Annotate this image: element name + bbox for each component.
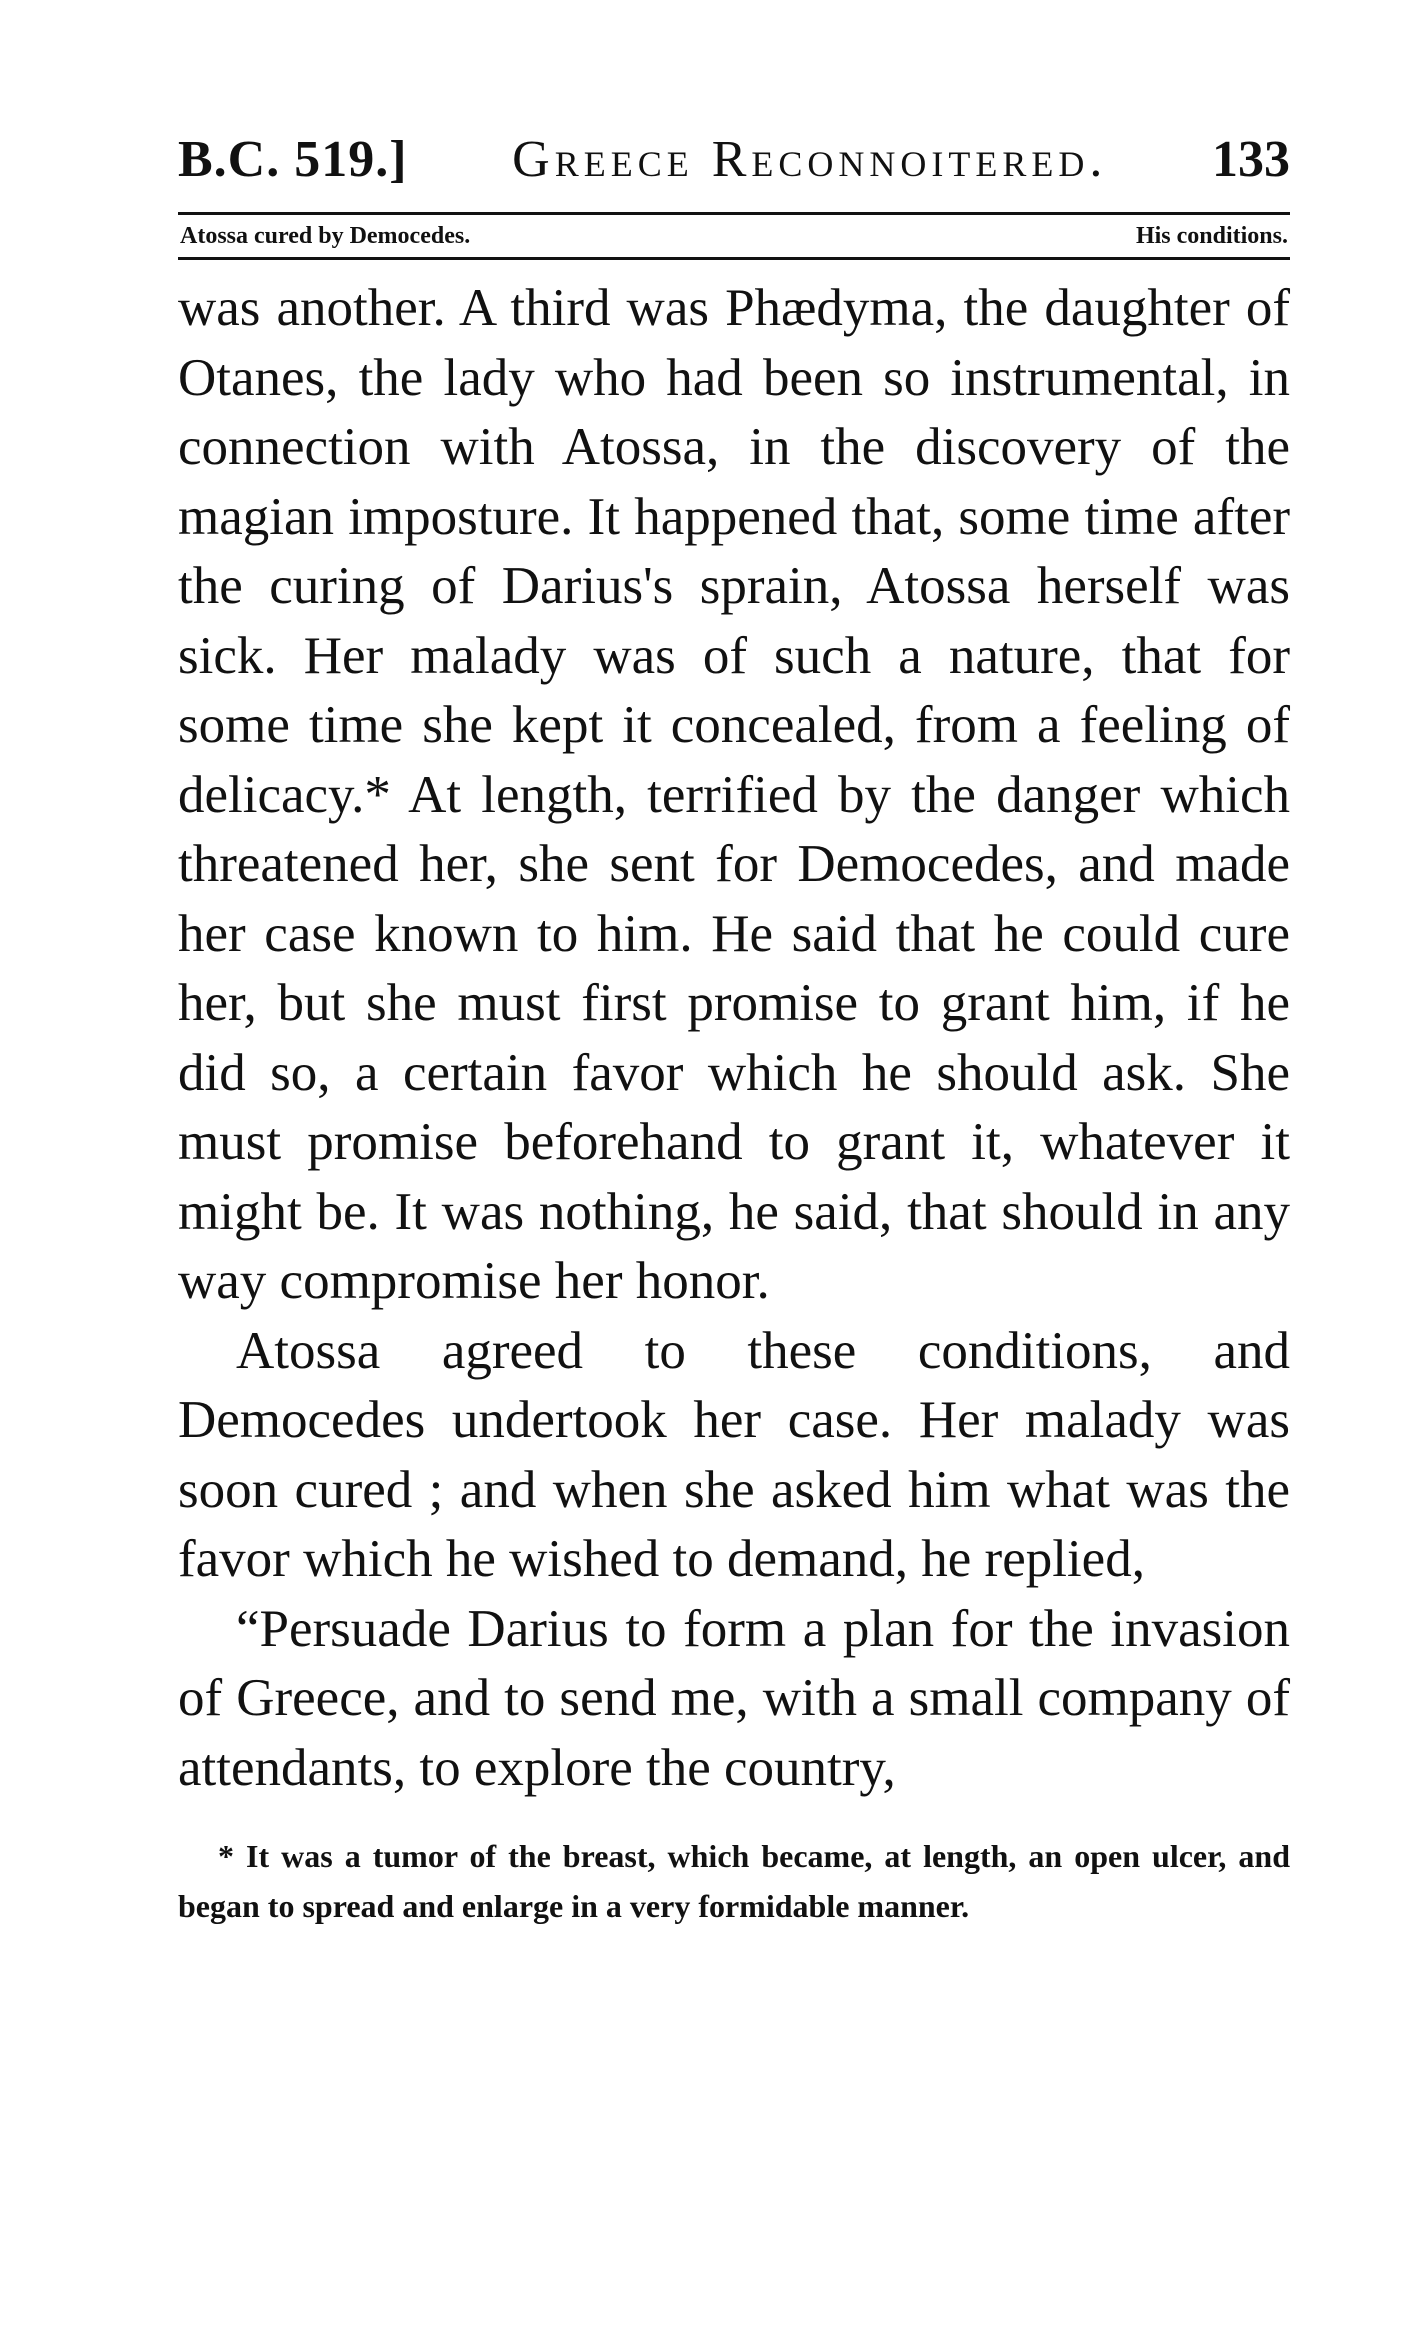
book-page <box>178 130 1290 1931</box>
running-head <box>178 130 1290 190</box>
page-number: 133 <box>1211 131 1290 188</box>
paragraph: was another. A third was Phædyma, the daughter of Otanes, the lady who had been so instrumental, in connection with Atossa, in the discovery of the magian imposture. It happened that, some time after the curing of Darius's sprain, Atossa herself was sick. Her malady was of such a nature, that for some time she kept it concealed, from a feeling of delicacy.* At length, terrified by the danger which threatened her, she sent for Democedes, and made her case known to him. He said that he could cure her, but she must first promise to grant him, if he did so, a certain favor which he should ask. She must promise beforehand to grant it, whatever it might be. It was nothing, he said, that should in any way compromise her honor. <box>178 279 1290 1310</box>
marginal-note-right: His conditions. <box>1135 223 1288 249</box>
date-reference: B.C. 519.] <box>178 131 408 188</box>
paragraph: “Persuade Darius to form a plan for the invasion of Greece, and to send me, with a small company of attendants, to explore the country, <box>178 1599 1290 1797</box>
body-text <box>178 274 1290 1803</box>
marginal-notes <box>178 215 1290 257</box>
header-rule-bottom <box>178 257 1290 260</box>
chapter-title: Greece Reconnoitered. <box>512 131 1108 188</box>
marginal-note-left: Atossa cured by Democedes. <box>180 223 471 249</box>
paragraph: Atossa agreed to these conditions, and Democedes undertook her case. Her malady was soon cured ; and when she asked him what was the favor which he wished to demand, he replied, <box>178 1321 1290 1588</box>
footnote: * It was a tumor of the breast, which became, at length, an open ulcer, and began to spread and enlarge in a very formidable manner. <box>178 1838 1290 1924</box>
